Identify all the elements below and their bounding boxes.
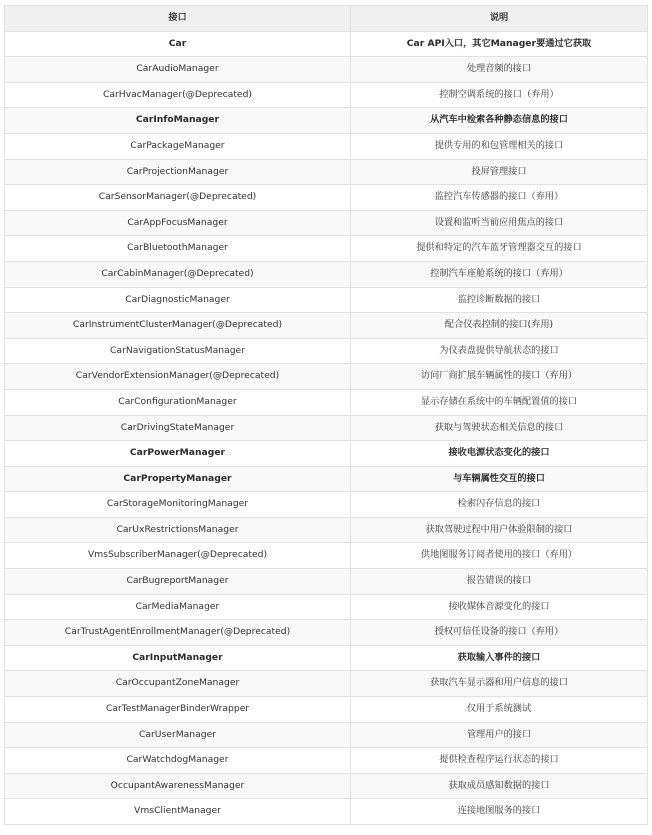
interface-name-cell: CarConfigurationManager [5,389,351,415]
interface-name-cell: CarNavigationStatusManager [5,338,351,364]
table-row [5,159,648,185]
interface-name-cell: CarVendorExtensionManager(@Deprecated) [5,364,351,390]
table-row [5,543,648,569]
table-row [5,569,648,595]
interface-description-cell: 提供和特定的汽车蓝牙管理器交互的接口 [351,236,648,262]
table-row [5,287,648,313]
interface-name-cell: CarSensorManager(@Deprecated) [5,185,351,211]
interface-description-cell: Car API入口，其它Manager要通过它获取 [351,31,648,57]
interface-name-cell: CarBluetoothManager [5,236,351,262]
car-api-table [4,5,648,825]
table-row [5,82,648,108]
interface-name-cell: CarStorageMonitoringManager [5,492,351,518]
interface-name-cell: CarProjectionManager [5,159,351,185]
interface-description-cell: 控制汽车座舱系统的接口（弃用） [351,261,648,287]
table-row [5,492,648,518]
interface-description-cell: 提供专用的和包管理相关的接口 [351,133,648,159]
interface-name-cell: CarOccupantZoneManager [5,671,351,697]
table-row [5,389,648,415]
api-table-container [4,5,647,825]
interface-name-cell: CarUserManager [5,722,351,748]
interface-description-cell: 供地图服务订阅者使用的接口（弃用） [351,543,648,569]
table-row [5,466,648,492]
interface-description-cell: 接收电源状态变化的接口 [351,441,648,467]
interface-name-cell: CarTrustAgentEnrollmentManager(@Deprecated) [5,620,351,646]
table-row [5,236,648,262]
interface-description-cell: 设置和监听当前应用焦点的接口 [351,210,648,236]
interface-name-cell: CarInstrumentClusterManager(@Deprecated) [5,313,351,339]
table-body [5,31,648,824]
interface-description-cell: 获取汽车显示器和用户信息的接口 [351,671,648,697]
interface-name-cell: CarPropertyManager [5,466,351,492]
table-row [5,185,648,211]
table-header [5,6,648,32]
interface-description-cell: 控制空调系统的接口（弃用） [351,82,648,108]
table-row [5,57,648,83]
interface-name-cell: CarWatchdogManager [5,748,351,774]
header-row [5,6,648,32]
interface-name-cell: CarCabinManager(@Deprecated) [5,261,351,287]
interface-name-cell: CarAudioManager [5,57,351,83]
interface-description-cell: 处理音频的接口 [351,57,648,83]
interface-description-cell: 显示存储在系统中的车辆配置值的接口 [351,389,648,415]
interface-description-cell: 访问厂商扩展车辆属性的接口（弃用） [351,364,648,390]
interface-name-cell: CarHvacManager(@Deprecated) [5,82,351,108]
interface-name-cell: CarDrivingStateManager [5,415,351,441]
table-row [5,313,648,339]
table-row [5,799,648,825]
interface-description-cell: 获取与驾驶状态相关信息的接口 [351,415,648,441]
interface-name-cell: Car [5,31,351,57]
interface-name-cell: CarPowerManager [5,441,351,467]
table-row [5,133,648,159]
interface-description-cell: 连接地图服务的接口 [351,799,648,825]
table-row [5,31,648,57]
interface-name-cell: CarBugreportManager [5,569,351,595]
interface-description-cell: 仅用于系统测试 [351,697,648,723]
interface-description-cell: 与车辆属性交互的接口 [351,466,648,492]
interface-description-cell: 从汽车中检索各种静态信息的接口 [351,108,648,134]
interface-description-cell: 为仪表盘提供导航状态的接口 [351,338,648,364]
interface-description-cell: 接收媒体音源变化的接口 [351,594,648,620]
interface-name-cell: CarInputManager [5,645,351,671]
interface-name-cell: VmsClientManager [5,799,351,825]
table-row [5,697,648,723]
interface-description-cell: 授权可信任设备的接口（弃用） [351,620,648,646]
interface-description-cell: 投屏管理接口 [351,159,648,185]
table-row [5,594,648,620]
table-row [5,517,648,543]
interface-description-cell: 获取输入事件的接口 [351,645,648,671]
column-header-interface: 接口 [5,6,351,32]
interface-name-cell: OccupantAwarenessManager [5,773,351,799]
interface-name-cell: CarAppFocusManager [5,210,351,236]
interface-description-cell: 提供检查程序运行状态的接口 [351,748,648,774]
table-row [5,415,648,441]
interface-name-cell: CarDiagnosticManager [5,287,351,313]
interface-description-cell: 监控诊断数据的接口 [351,287,648,313]
interface-description-cell: 获取驾驶过程中用户体验限制的接口 [351,517,648,543]
table-row [5,210,648,236]
table-row [5,108,648,134]
interface-description-cell: 配合仪表控制的接口(弃用) [351,313,648,339]
interface-description-cell: 监控汽车传感器的接口（弃用） [351,185,648,211]
interface-name-cell: VmsSubscriberManager(@Deprecated) [5,543,351,569]
interface-name-cell: CarInfoManager [5,108,351,134]
table-row [5,441,648,467]
table-row [5,748,648,774]
table-row [5,261,648,287]
table-row [5,620,648,646]
interface-description-cell: 获取成员感知数据的接口 [351,773,648,799]
table-row [5,722,648,748]
interface-name-cell: CarTestManagerBinderWrapper [5,697,351,723]
column-header-description: 说明 [351,6,648,32]
table-row [5,338,648,364]
interface-name-cell: CarPackageManager [5,133,351,159]
interface-description-cell: 管理用户的接口 [351,722,648,748]
interface-description-cell: 报告错误的接口 [351,569,648,595]
table-row [5,671,648,697]
table-row [5,364,648,390]
table-row [5,773,648,799]
interface-name-cell: CarMediaManager [5,594,351,620]
table-row [5,645,648,671]
interface-description-cell: 检索闪存信息的接口 [351,492,648,518]
interface-name-cell: CarUxRestrictionsManager [5,517,351,543]
